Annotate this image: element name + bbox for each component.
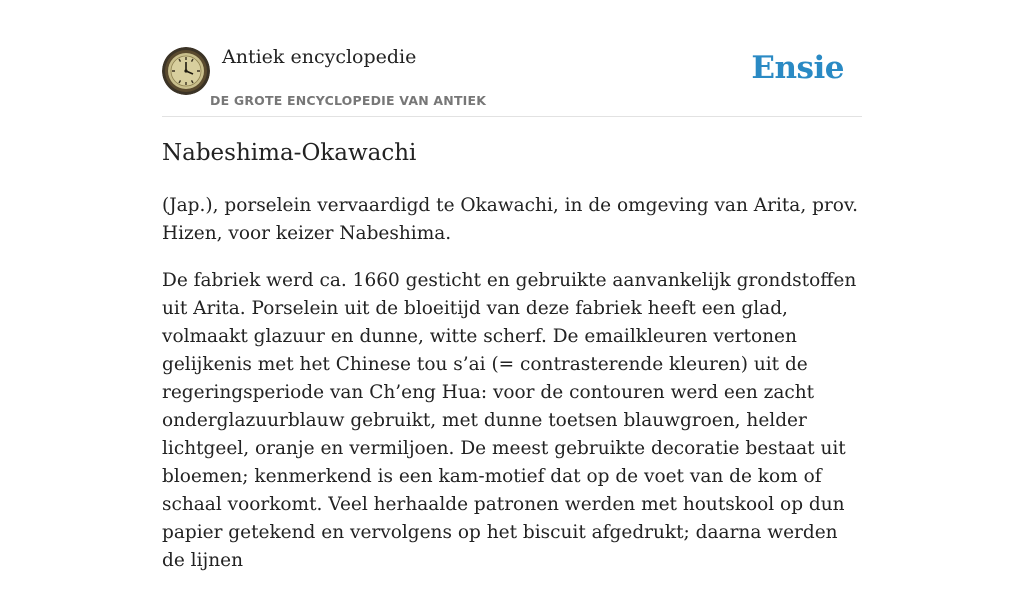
article-body — [162, 192, 864, 594]
ensie-brand-logo[interactable]: Ensie — [751, 50, 844, 86]
article-paragraph: De fabriek werd ca. 1660 gesticht en gebruikte aanvankelijk grondstoffen uit Arita. Porselein uit de bloeitijd van deze fabriek heeft een glad, volmaakt glazuur en dunne, witte scherf. De emailkleuren vertonen gelijkenis met het Chinese tou s’ai (= contrasterende kleuren) uit de regeringsperiode van Ch’eng Hua: voor de contouren werd een zacht onderglazuurblauw gebruikt, met dunne toetsen blauwgroen, helder lichtgeel, oranje en vermiljoen. De meest gebruikte decoratie bestaat uit bloemen; kenmerkend is een kam-motief dat op de voet van de kom of schaal voorkomt. Veel herhaalde patronen werden met houtskool op dun papier getekend en vervolgens op het biscuit afgedrukt; daarna werden de lijnen — [162, 270, 857, 571]
site-title-link[interactable]: Antiek encyclopedie — [222, 46, 417, 68]
page-container — [162, 0, 862, 571]
site-header — [162, 0, 862, 117]
site-subtitle: DE GROTE ENCYCLOPEDIE VAN ANTIEK — [210, 93, 487, 108]
article-paragraph: (Jap.), porselein vervaardigd te Okawachi, in de omgeving van Arita, prov. Hizen, voor keizer Nabeshima. — [162, 195, 859, 244]
article-title: Nabeshima-Okawachi — [162, 140, 417, 166]
antique-clock-icon[interactable] — [162, 47, 210, 95]
